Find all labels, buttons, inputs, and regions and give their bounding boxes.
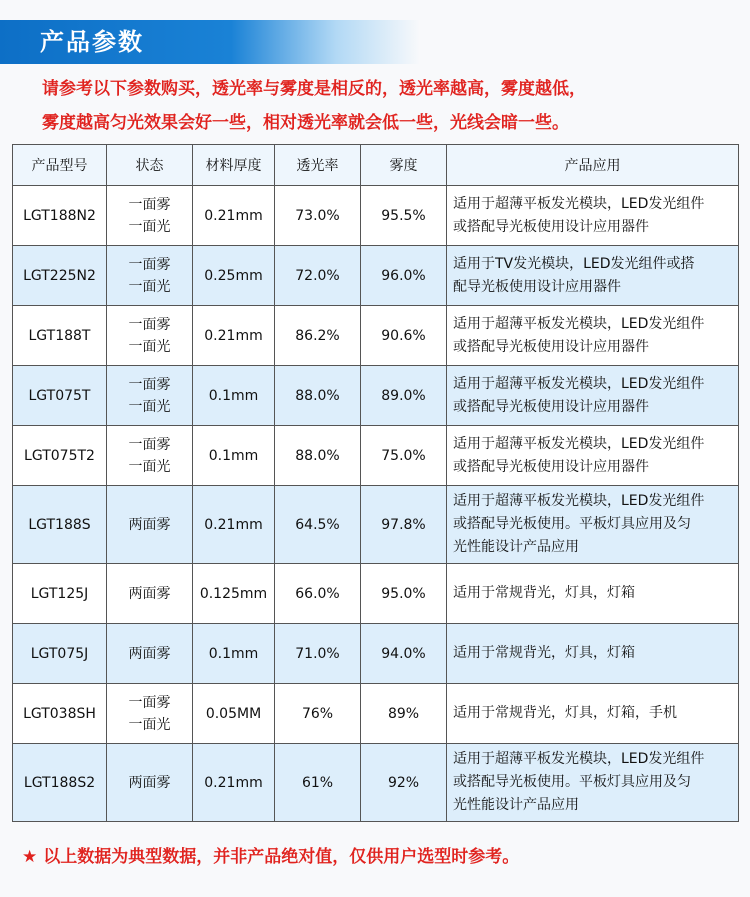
cell-thickness: 0.1mm [193,426,275,486]
cell-state-line: 一面雾 [128,376,171,393]
cell-application [447,366,739,426]
table-row [13,366,739,426]
intro-line: 请参考以下参数购买，透光率与雾度是相反的，透光率越高，雾度越低， [42,79,586,99]
header-thickness: 材料厚度 [193,145,275,186]
cell-model: LGT188T [13,306,107,366]
cell-application-line: 配导光板使用设计应用器件 [453,278,621,295]
header-transmittance: 透光率 [275,145,361,186]
spec-table [12,144,739,822]
cell-model: LGT075T2 [13,426,107,486]
cell-application-line: 适用于超薄平板发光模块，LED发光组件 [453,315,705,332]
cell-thickness: 0.21mm [193,486,275,564]
cell-transmittance: 72.0% [275,246,361,306]
cell-state-line: 两面雾 [128,645,171,662]
cell-application-line: 适用于TV发光模块，LED发光组件或搭 [453,255,695,272]
cell-application-line: 适用于超薄平板发光模块，LED发光组件 [453,375,705,392]
cell-application [447,246,739,306]
cell-state-line: 一面光 [128,458,171,475]
table-row [13,684,739,744]
table-row [13,624,739,684]
cell-transmittance: 66.0% [275,564,361,624]
cell-application [447,186,739,246]
cell-state [107,186,193,246]
table-header-row [13,145,739,186]
cell-haze: 96.0% [361,246,447,306]
header-haze: 雾度 [361,145,447,186]
cell-transmittance: 88.0% [275,426,361,486]
cell-application [447,426,739,486]
cell-state-line: 一面雾 [128,256,171,273]
footnote [22,842,519,872]
header-model: 产品型号 [13,145,107,186]
cell-application [447,684,739,744]
section-title: 产品参数 [40,28,144,56]
cell-haze: 97.8% [361,486,447,564]
cell-application-line: 或搭配导光板使用设计应用器件 [453,218,649,235]
cell-application-line: 适用于超薄平板发光模块，LED发光组件 [453,493,705,509]
cell-haze: 89% [361,684,447,744]
cell-state [107,306,193,366]
cell-state-line: 一面雾 [128,694,171,711]
cell-state-line: 一面光 [128,716,171,733]
cell-application [447,564,739,624]
cell-state-line: 一面光 [128,278,171,295]
cell-model: LGT038SH [13,684,107,744]
cell-thickness: 0.1mm [193,366,275,426]
cell-thickness: 0.21mm [193,744,275,822]
cell-application-line: 或搭配导光板使用设计应用器件 [453,338,649,355]
header-state: 状态 [107,145,193,186]
cell-transmittance: 64.5% [275,486,361,564]
cell-transmittance: 76% [275,684,361,744]
cell-application-line: 适用于常规背光，灯具，灯箱 [453,645,635,661]
cell-application [447,306,739,366]
cell-application [447,744,739,822]
cell-haze: 75.0% [361,426,447,486]
intro-note [42,72,732,140]
table-row [13,306,739,366]
cell-state-line: 一面雾 [128,316,171,333]
cell-application-line: 适用于超薄平板发光模块，LED发光组件 [453,195,705,212]
cell-model: LGT188S2 [13,744,107,822]
cell-state-line: 一面光 [128,338,171,355]
cell-haze: 94.0% [361,624,447,684]
cell-state [107,426,193,486]
cell-application-line: 适用于超薄平板发光模块，LED发光组件 [453,435,705,452]
cell-model: LGT225N2 [13,246,107,306]
cell-transmittance: 61% [275,744,361,822]
cell-state-line: 两面雾 [128,774,171,791]
cell-application-line: 适用于常规背光，灯具，灯箱，手机 [453,705,677,721]
cell-model: LGT188N2 [13,186,107,246]
cell-haze: 92% [361,744,447,822]
cell-application-line: 或搭配导光板使用。平板灯具应用及匀 [453,516,691,532]
cell-model: LGT075J [13,624,107,684]
cell-application-line: 光性能设计产品应用 [453,797,579,813]
cell-model: LGT075T [13,366,107,426]
cell-haze: 90.6% [361,306,447,366]
star-icon: ★ [22,847,38,867]
cell-state [107,684,193,744]
cell-state [107,366,193,426]
table-row [13,486,739,564]
cell-state [107,744,193,822]
cell-thickness: 0.05MM [193,684,275,744]
cell-model: LGT188S [13,486,107,564]
cell-thickness: 0.1mm [193,624,275,684]
cell-state [107,486,193,564]
cell-state [107,624,193,684]
section-header-banner [0,20,420,64]
table-row [13,426,739,486]
cell-haze: 95.0% [361,564,447,624]
table-row [13,744,739,822]
cell-application-line: 或搭配导光板使用设计应用器件 [453,458,649,475]
table-row [13,564,739,624]
cell-application-line: 光性能设计产品应用 [453,539,579,555]
cell-state-line: 一面雾 [128,436,171,453]
table-row [13,186,739,246]
cell-transmittance: 71.0% [275,624,361,684]
cell-application-line: 或搭配导光板使用。平板灯具应用及匀 [453,774,691,790]
cell-state-line: 一面光 [128,218,171,235]
cell-state-line: 两面雾 [128,516,171,533]
cell-application-line: 适用于超薄平板发光模块，LED发光组件 [453,751,705,767]
cell-application [447,486,739,564]
cell-state-line: 一面雾 [128,196,171,213]
cell-state-line: 两面雾 [128,585,171,602]
cell-thickness: 0.21mm [193,306,275,366]
cell-haze: 89.0% [361,366,447,426]
cell-thickness: 0.125mm [193,564,275,624]
cell-thickness: 0.21mm [193,186,275,246]
footnote-text: 以上数据为典型数据，并非产品绝对值，仅供用户选型时参考。 [43,847,520,867]
cell-application-line: 适用于常规背光，灯具，灯箱 [453,585,635,601]
cell-model: LGT125J [13,564,107,624]
cell-thickness: 0.25mm [193,246,275,306]
cell-state [107,564,193,624]
table-row [13,246,739,306]
intro-line: 雾度越高匀光效果会好一些，相对透光率就会低一些，光线会暗一些。 [42,113,569,133]
cell-transmittance: 73.0% [275,186,361,246]
cell-application-line: 或搭配导光板使用设计应用器件 [453,398,649,415]
cell-transmittance: 86.2% [275,306,361,366]
cell-haze: 95.5% [361,186,447,246]
cell-state-line: 一面光 [128,398,171,415]
header-application: 产品应用 [447,145,739,186]
cell-state [107,246,193,306]
cell-application [447,624,739,684]
cell-transmittance: 88.0% [275,366,361,426]
